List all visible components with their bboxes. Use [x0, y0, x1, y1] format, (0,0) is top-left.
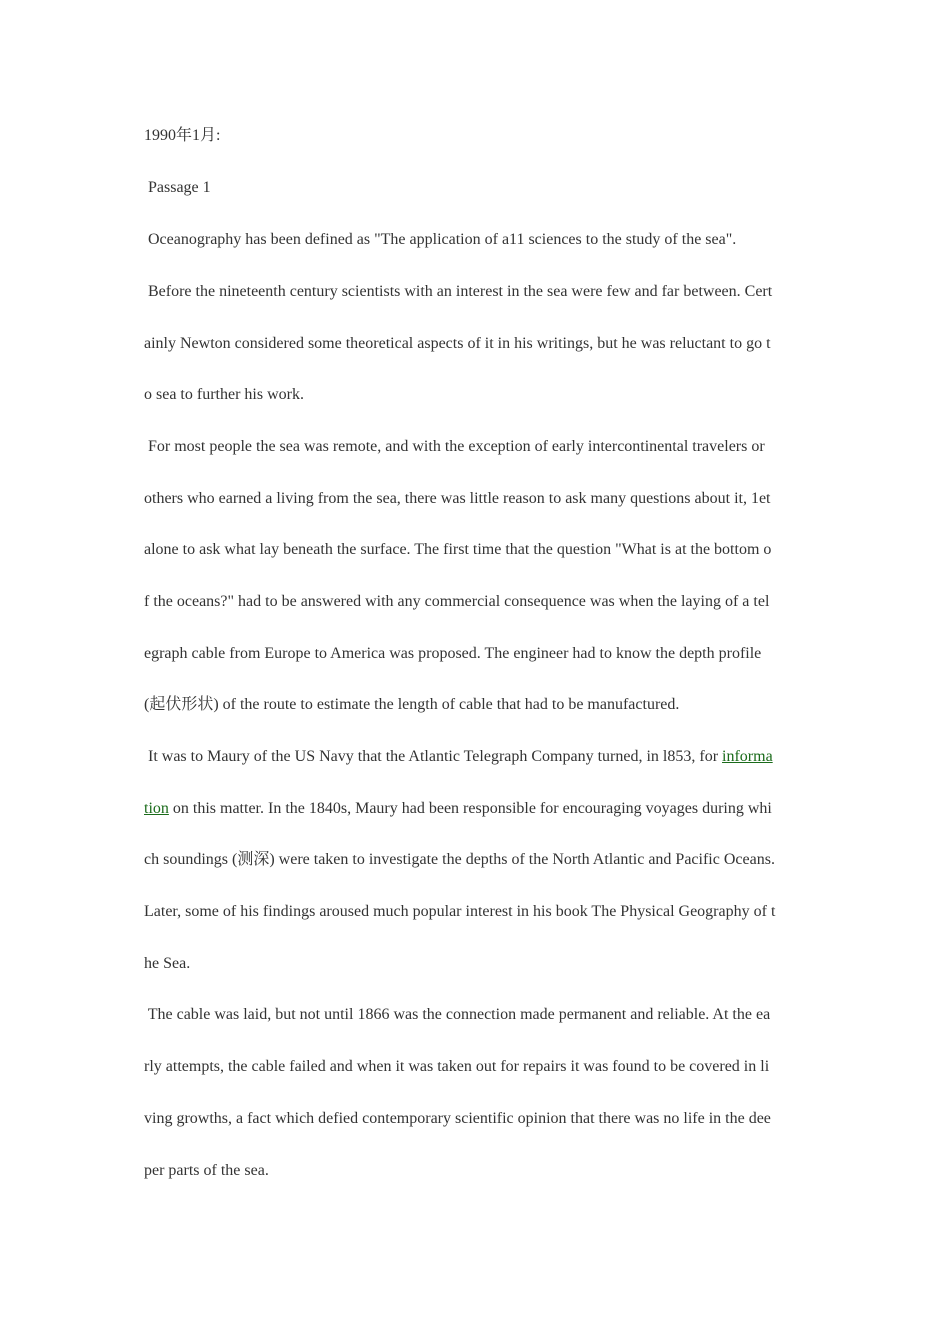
date-heading: 1990年1月:: [144, 127, 221, 144]
text-line: he Sea.: [144, 955, 191, 972]
text-line: (起伏形状) of the route to estimate the length of cable that had to be manufactured.: [144, 696, 680, 713]
text-line: o sea to further his work.: [144, 386, 304, 403]
text-line: others who earned a living from the sea, there was little reason to ask many questions about it, 1et: [144, 490, 771, 507]
text-line: Before the nineteenth century scientists with an interest in the sea were few and far between. Cert: [144, 283, 773, 300]
text-segment: It was to Maury of the US Navy that the Atlantic Telegraph Company turned, in l853, for: [144, 748, 723, 765]
text-line: [144, 747, 773, 767]
text-line: Oceanography has been defined as "The application of a11 sciences to the study of the sea".: [144, 231, 737, 248]
passage-title: Passage 1: [144, 179, 211, 196]
text-line: rly attempts, the cable failed and when it was taken out for repairs it was found to be covered in li: [144, 1058, 770, 1075]
text-line: per parts of the sea.: [144, 1162, 269, 1179]
information-link[interactable]: informa: [722, 748, 773, 765]
text-line: ainly Newton considered some theoretical aspects of it in his writings, but he was reluctant to go t: [144, 335, 771, 352]
text-line: egraph cable from Europe to America was proposed. The engineer had to know the depth profile: [144, 645, 762, 662]
information-link-continued[interactable]: tion: [144, 800, 169, 817]
text-segment: on this matter. In the 1840s, Maury had been responsible for encouraging voyages during whi: [168, 800, 772, 817]
text-line: The cable was laid, but not until 1866 was the connection made permanent and reliable. At the ea: [144, 1006, 771, 1023]
text-line: alone to ask what lay beneath the surface. The first time that the question "What is at the bottom o: [144, 541, 772, 558]
text-line: For most people the sea was remote, and with the exception of early intercontinental travelers or: [144, 438, 765, 455]
text-line: ving growths, a fact which defied contemporary scientific opinion that there was no life in the dee: [144, 1110, 771, 1127]
text-line: ch soundings (测深) were taken to investigate the depths of the North Atlantic and Pacific Oceans.: [144, 851, 775, 868]
text-line: [144, 799, 772, 819]
text-line: Later, some of his findings aroused much popular interest in his book The Physical Geography of t: [144, 903, 776, 920]
text-line: f the oceans?" had to be answered with any commercial consequence was when the laying of a tel: [144, 593, 770, 610]
